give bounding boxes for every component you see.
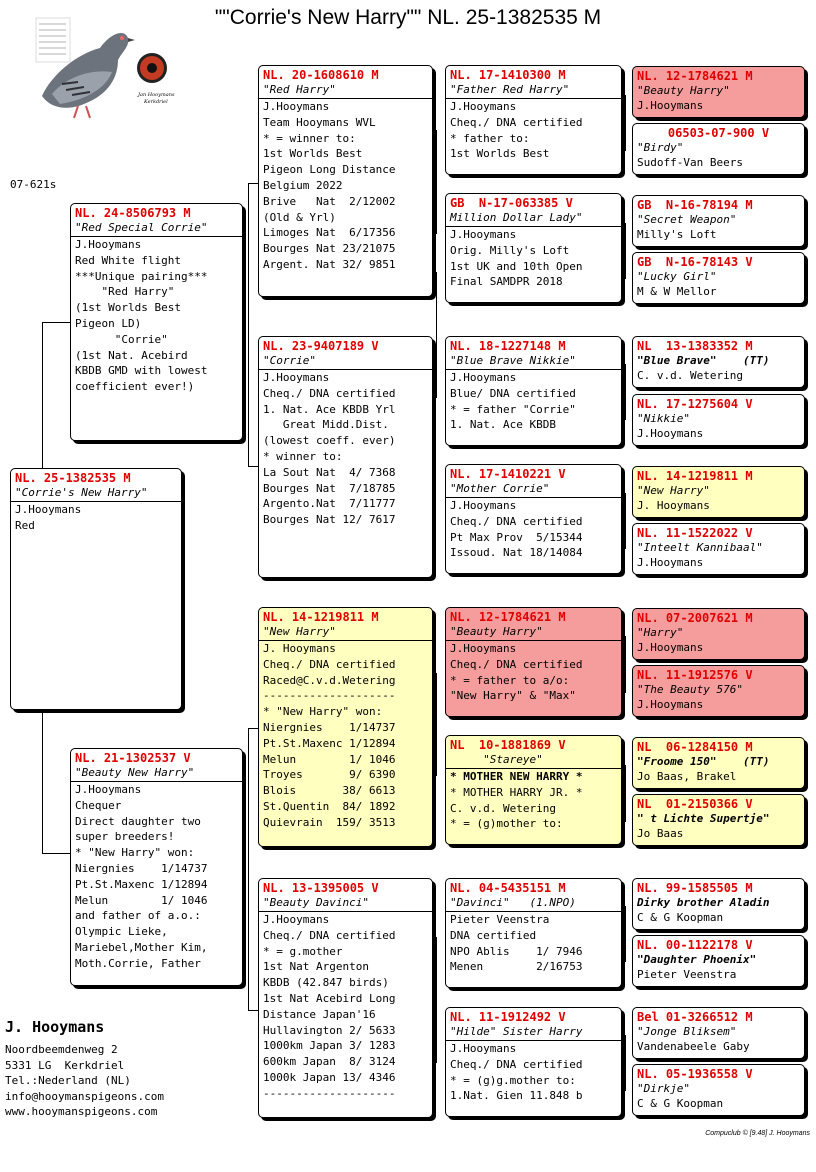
ring-number: NL. 20-1608610 M [263,68,379,82]
pigeon-name: "Corrie's New Harry" [15,486,148,499]
pigeon-name: "Red Special Corrie" [75,221,208,234]
ring-number: NL. 13-1395005 V [263,881,379,895]
info-line: Pieter Veenstra [450,913,550,926]
info-line: Cheq./ DNA certified [263,928,396,942]
ring-number: NL. 17-1410221 V [450,467,566,481]
info-line: ***Unique pairing*** [75,269,208,283]
info-line: (Old & Yrl) [263,210,336,224]
info-line: Cheq./ DNA certified [263,386,396,400]
pigeon-name: "Jonge Bliksem" [637,1025,737,1038]
pigeon-card-gen5[interactable] [632,665,805,717]
owner-website[interactable]: www.hooymanspigeons.com [5,1105,158,1118]
info-line: Distance Japan'16 [263,1007,376,1021]
info-line: Cheq./ DNA certified [450,115,583,129]
info-line: C & G Koopman [637,911,724,924]
pigeon-card-subject[interactable] [10,468,182,710]
pigeon-logo-image [22,14,175,126]
info-line: super breeders! [75,830,175,844]
pigeon-card-gen3[interactable] [258,336,433,578]
pigeon-card-gen3[interactable] [258,607,433,847]
info-line: DNA certified [450,928,537,942]
owner-email[interactable]: info@hooymanspigeons.com [5,1089,164,1103]
pigeon-card-gen5[interactable] [632,737,805,789]
info-line: Menen 2/16753 [450,960,583,974]
pigeon-name: "New Harry" [263,625,336,638]
pigeon-name: "Lucky Girl" [637,270,717,283]
connector [436,272,437,398]
info-line: NPO Ablis 1/ 7946 [450,944,583,958]
info-line: Blue/ DNA certified [450,386,576,400]
pigeon-card-gen3[interactable] [258,65,433,297]
info-line: J.Hooymans [75,783,142,796]
pigeon-card-gen4[interactable] [445,336,622,446]
info-line: J.Hooymans [15,503,82,516]
pigeon-name: "Red Harry" [263,83,336,96]
pigeon-name: Million Dollar Lady" [450,211,583,224]
connector [42,853,70,854]
info-line: Final SAMDPR 2018 [450,275,563,289]
info-line: 1st Worlds Best [450,147,550,161]
info-line: * "New Harry" won: [75,846,195,860]
info-line: * = father to a/o: [450,673,570,687]
info-line: Moth.Corrie, Father [75,956,201,970]
page-title: ""Corrie's New Harry"" NL. 25-1382535 M [214,6,602,29]
pigeon-card-gen5[interactable] [632,66,805,118]
pigeon-card-gen5[interactable] [632,878,805,930]
pigeon-card-gen4[interactable] [445,193,622,303]
info-line: 1.Nat. Gien 11.848 b [450,1089,583,1103]
pigeon-name: "Froome 150" (TT) [637,755,770,768]
info-line: Pigeon Long Distance [263,163,396,177]
info-line: Cheq./ DNA certified [450,514,583,528]
ring-number: NL. 11-1912492 V [450,1010,566,1024]
connector [248,728,258,729]
info-line: Cheq./ DNA certified [263,657,396,671]
info-line: 600km Japan 8/ 3124 [263,1055,396,1069]
ring-number: 06503-07-900 V [667,126,770,140]
owner-phone: Tel.:Nederland (NL) [5,1074,131,1087]
info-line: -------------------- [263,689,396,703]
info-line: Red [15,518,35,532]
owner-info [5,1018,245,1120]
info-line: Pt.St.Maxenc 1/12894 [75,877,208,891]
info-line: 1st Worlds Best [263,147,363,161]
ring-number: NL. 14-1219811 M [637,469,753,483]
pigeon-name: "Blue Brave Nikkie" [450,354,576,367]
info-line: Argento.Nat 7/11777 [263,497,396,511]
pigeon-card-gen5[interactable] [632,1064,805,1116]
info-line: J.Hooymans [637,99,704,112]
pigeon-card-gen4[interactable] [445,65,622,175]
info-line: Jo Baas [637,827,684,840]
info-line: * father to: [450,131,530,145]
info-line: Jo Baas, Brakel [637,770,737,783]
info-line: and father of a.o.: [75,909,201,923]
footer-credit: Compuclub © [9.48] J. Hooymans [705,1130,810,1137]
svg-text:Kerkdriel: Kerkdriel [144,99,168,105]
info-line: J.Hooymans [637,427,704,440]
info-line: Niergnies 1/14737 [263,720,396,734]
pigeon-card-gen4[interactable] [445,878,622,988]
info-line: 1000km Japan 3/ 1283 [263,1039,396,1053]
ring-number: NL. 12-1784621 M [450,610,566,624]
ring-number: NL. 25-1382535 M [15,471,131,485]
connector [42,322,43,468]
info-line: Troyes 9/ 6390 [263,768,396,782]
connector [436,673,437,776]
pigeon-name: "Stareye" [450,753,543,766]
ring-number: NL. 14-1219811 M [263,610,379,624]
pigeon-card-gen5[interactable] [632,336,805,388]
info-line: Chequer [75,798,122,812]
info-line: Hullavington 2/ 5633 [263,1023,396,1037]
info-line: (1st Nat. Acebird [75,348,188,362]
pigeon-card-sire[interactable] [70,203,243,441]
pedigree-code: 07-621s [10,178,57,191]
connector [625,906,626,962]
ring-number: GB N-16-78143 V [637,255,753,269]
info-line: Bourges Nat 7/18785 [263,481,396,495]
pigeon-card-gen5[interactable] [632,523,805,575]
info-line: Melun 1/ 1046 [263,752,396,766]
pigeon-card-gen5[interactable] [632,252,805,304]
info-line: Great Midd.Dist. [263,418,389,432]
ring-number: NL 01-2150366 V [637,797,753,811]
info-line: Quievrain 159/ 3513 [263,815,396,829]
info-line: Cheq./ DNA certified [450,1057,583,1071]
owner-postcode: 5331 LG Kerkdriel [5,1058,125,1072]
info-line: -------------------- [263,1086,396,1100]
info-line: Argent. Nat 32/ 9851 [263,257,396,271]
info-line: KBDB (42.847 birds) [263,976,389,990]
pigeon-card-gen3[interactable] [258,878,433,1118]
connector [625,636,626,693]
info-line: Brive Nat 2/12002 [263,194,396,208]
pigeon-name: "Beauty Davinci" [263,896,369,909]
info-line: Melun 1/ 1046 [75,893,208,907]
ring-number: NL. 17-1275604 V [637,397,753,411]
connector [248,183,249,466]
logo [22,14,175,126]
ring-number: NL 10-1881869 V [450,738,566,752]
info-line: Direct daughter two [75,814,201,828]
ring-number: NL. 24-8506793 M [75,206,191,220]
info-line: Cheq./ DNA certified [450,657,583,671]
info-line: Team Hooymans WVL [263,115,376,129]
pigeon-name: "Corrie" [263,354,316,367]
info-line: J.Hooymans [450,499,517,512]
ring-number: GB N-16-78194 M [637,198,753,212]
pigeon-name: "Secret Weapon" [637,213,737,226]
pigeon-card-gen4[interactable] [445,1007,622,1117]
pigeon-card-gen5[interactable] [632,794,805,846]
connector [625,364,626,420]
info-line: 1. Nat. Ace KBDB [450,418,556,432]
info-line: 1000k Japan 13/ 4346 [263,1070,396,1084]
info-line: Bourges Nat 23/21075 [263,242,396,256]
connector [625,493,626,549]
info-line: 1st Nat Acebird Long [263,991,396,1005]
pigeon-name: "The Beauty 576" [637,683,743,696]
info-line: * = (g)g.mother to: [450,1073,576,1087]
pigeon-name: "Beauty Harry" [450,625,543,638]
ring-number: NL. 23-9407189 V [263,339,379,353]
pigeon-card-dam[interactable] [70,748,243,986]
connector [248,183,258,184]
info-line: * = winner to: [263,131,356,145]
pigeon-name: "Father Red Harry" [450,83,570,96]
pigeon-name: "Birdy" [637,141,684,154]
connector [625,95,626,151]
info-line: J.Hooymans [263,371,330,384]
info-line: * = father "Corrie" [450,402,576,416]
info-line: J.Hooymans [450,1042,517,1055]
info-line: * = g.mother [263,944,343,958]
ring-number: NL. 07-2007621 M [637,611,753,625]
pigeon-card-gen5[interactable] [632,394,805,446]
pigeon-name: " t Lichte Supertje" [637,812,770,825]
connector [42,322,70,323]
ring-number: GB N-17-063385 V [450,196,573,210]
info-line: J.Hooymans [450,228,517,241]
info-line: 1st UK and 10th Open [450,259,583,273]
ring-number: NL. 04-5435151 M [450,881,566,895]
ring-number: NL 06-1284150 M [637,740,753,754]
pigeon-name: "Beauty Harry" [637,84,730,97]
info-line: La Sout Nat 4/ 7368 [263,465,396,479]
info-line: M & W Mellor [637,285,717,298]
info-line: Niergnies 1/14737 [75,861,208,875]
info-line: Pieter Veenstra [637,968,737,981]
ring-number: NL. 21-1302537 V [75,751,191,765]
pigeon-card-gen5[interactable] [632,1007,805,1059]
info-line: 1st Nat Argenton [263,960,369,974]
ring-number: NL. 18-1227148 M [450,339,566,353]
ring-number: NL. 11-1522022 V [637,526,753,540]
ring-number: NL. 00-1122178 V [637,938,753,952]
pigeon-name: "Daughter Phoenix" [637,953,757,966]
connector [436,130,437,234]
pigeon-card-gen4[interactable] [445,464,622,574]
info-line: J.Hooymans [450,100,517,113]
info-line: "Red Harry" [75,285,175,299]
info-line: "Corrie" [75,332,168,346]
info-line: J.Hooymans [450,642,517,655]
info-line: Orig. Milly's Loft [450,243,570,257]
info-line: J.Hooymans [637,641,704,654]
owner-name: J. Hooymans [5,1018,105,1036]
info-line: C. v.d. Wetering [637,369,743,382]
info-line: Raced@C.v.d.Wetering [263,673,396,687]
connector [248,728,249,1010]
info-line: (lowest coeff. ever) [263,434,396,448]
pigeon-name: "Harry" [637,626,684,639]
info-line: Bourges Nat 12/ 7617 [263,513,396,527]
info-line: Milly's Loft [637,228,717,241]
pigeon-card-gen5[interactable] [632,466,805,518]
ring-number: NL. 99-1585505 M [637,881,753,895]
info-line: Red White flight [75,253,181,267]
pigeon-card-gen5[interactable] [632,123,805,175]
connector [248,1010,258,1011]
info-line: J.Hooymans [637,556,704,569]
info-line: J.Hooymans [450,371,517,384]
info-line: * MOTHER HARRY JR. * [450,785,583,799]
info-line: J.Hooymans [263,100,330,113]
ring-number: NL 13-1383352 M [637,339,753,353]
info-line: * = (g)mother to: [450,817,563,831]
connector [625,223,626,279]
info-line: "New Harry" & "Max" [450,689,576,703]
pigeon-card-gen5[interactable] [632,195,805,247]
info-line: Belgium 2022 [263,178,343,192]
pigeon-card-gen4[interactable] [445,607,622,717]
info-line: 1. Nat. Ace KBDB Yrl [263,402,396,416]
info-line: J. Hooymans [637,499,710,512]
info-line: Pt.St.Maxenc 1/12894 [263,736,396,750]
info-line: J. Hooymans [263,642,336,655]
info-line: J.Hooymans [263,913,330,926]
connector [42,713,43,853]
info-line: St.Quentin 84/ 1892 [263,799,396,813]
connector [436,937,437,1063]
info-line: (1st Worlds Best [75,301,181,315]
info-line: * winner to: [263,449,343,463]
connector [625,1035,626,1091]
info-line: * "New Harry" won: [263,705,383,719]
info-line: Vandenabeele Gaby [637,1040,750,1053]
pigeon-card-gen4[interactable] [445,735,622,845]
info-line: Pt Max Prov 5/15344 [450,530,583,544]
connector [248,466,258,467]
info-line: J.Hooymans [75,238,142,251]
info-line: Issoud. Nat 18/14084 [450,546,583,560]
info-line: Sudoff-Van Beers [637,156,743,169]
pigeon-card-gen5[interactable] [632,608,805,660]
info-line: KBDB GMD with lowest [75,364,208,378]
ring-number: NL. 11-1912576 V [637,668,753,682]
info-line: J.Hooymans [637,698,704,711]
ring-number: NL. 17-1410300 M [450,68,566,82]
pigeon-name: "Dirkje" [637,1082,690,1095]
info-line: Blois 38/ 6613 [263,784,396,798]
info-line: coefficient ever!) [75,380,195,394]
ring-number: NL. 12-1784621 M [637,69,753,83]
pigeon-card-gen5[interactable] [632,935,805,987]
info-line: C & G Koopman [637,1097,724,1110]
info-line: * MOTHER NEW HARRY * [450,770,583,783]
info-line: Limoges Nat 6/17356 [263,226,396,240]
pigeon-name: "Beauty New Harry" [75,766,195,779]
pigeon-name: "New Harry" [637,484,710,497]
owner-address: Noordbeemdenweg 2 [5,1043,118,1056]
info-line: C. v.d. Wetering [450,801,556,815]
pigeon-name: "Mother Corrie" [450,482,550,495]
ring-number: Bel 01-3266512 M [637,1010,753,1024]
ring-number: NL. 05-1936558 V [637,1067,753,1081]
connector [625,765,626,822]
info-line: Pigeon LD) [75,316,142,330]
pigeon-name: "Hilde" Sister Harry [450,1025,583,1038]
info-line: Olympic Lieke, [75,925,168,939]
svg-text:Jan Hooymans: Jan Hooymans [138,92,175,98]
info-line: Mariebel,Mother Kim, [75,940,208,954]
pigeon-name: "Blue Brave" (TT) [637,354,770,367]
pigeon-name: "Inteelt Kannibaal" [637,541,763,554]
pigeon-name: "Nikkie" [637,412,690,425]
pigeon-name: "Davinci" (1.NPO) [450,896,576,909]
pigeon-name: Dirky brother Aladin [637,896,770,909]
